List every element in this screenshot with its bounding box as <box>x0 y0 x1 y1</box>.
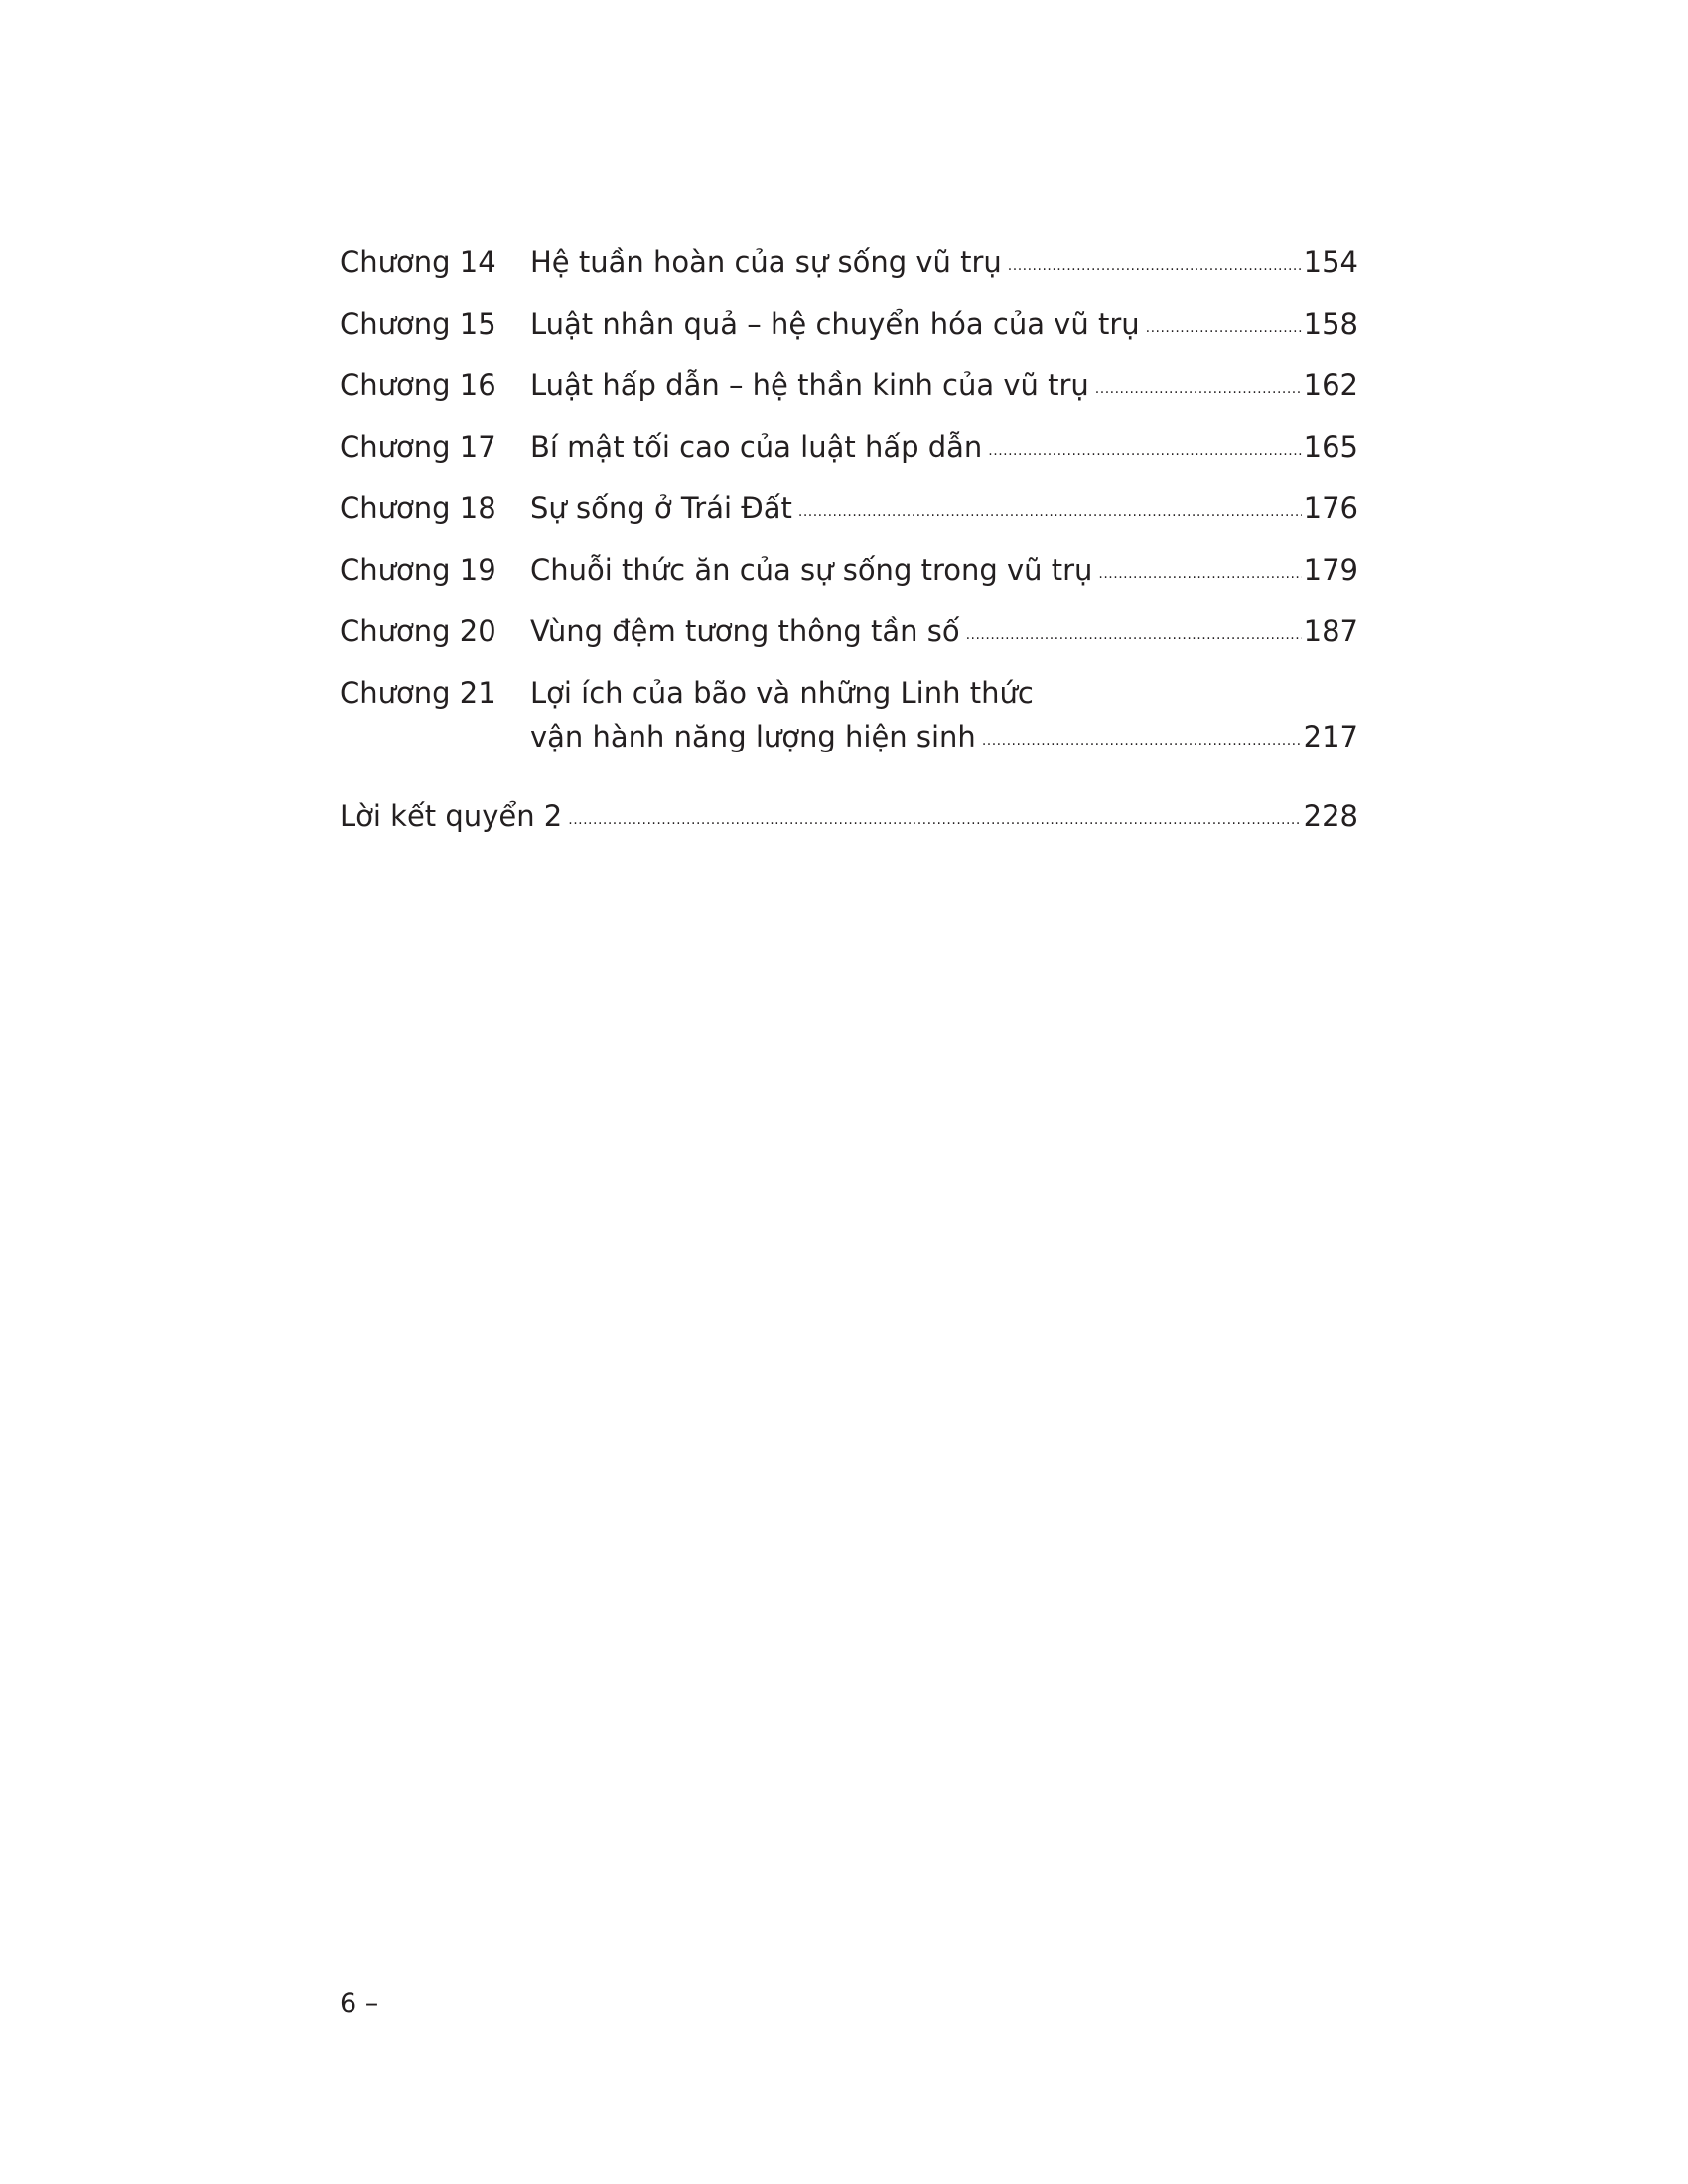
toc-entry-line <box>530 610 1358 659</box>
chapter-title-line-2: vận hành năng lượng hiện sinh <box>530 720 976 753</box>
toc-entry-line <box>530 240 1358 290</box>
chapter-title: Vùng đệm tương thông tần số <box>530 614 960 648</box>
page-number: 154 <box>1303 245 1358 279</box>
dot-leader <box>988 429 1301 473</box>
table-of-contents <box>340 240 1358 786</box>
toc-entry-chapter-15 <box>340 302 1358 363</box>
page-number: 217 <box>1303 720 1358 753</box>
page-number: 179 <box>1303 553 1358 587</box>
dot-leader <box>966 614 1302 657</box>
toc-entry-chapter-19 <box>340 548 1358 610</box>
chapter-title: Sự sống ở Trái Đất <box>530 491 792 525</box>
page-number: 162 <box>1303 368 1358 402</box>
toc-entry-lines <box>530 671 1358 764</box>
chapter-label: Chương 17 <box>340 430 496 464</box>
page-number: 187 <box>1303 614 1358 648</box>
dot-leader <box>798 490 1302 534</box>
chapter-label: Chương 14 <box>340 245 496 279</box>
page-number: 165 <box>1303 430 1358 464</box>
toc-entry-chapter-14 <box>340 240 1358 302</box>
page-footer-number: 6 – <box>340 1988 379 2019</box>
page-number: 158 <box>1303 307 1358 341</box>
toc-entry-chapter-16 <box>340 363 1358 425</box>
toc-entry-line <box>530 363 1358 413</box>
chapter-title: Luật hấp dẫn – hệ thần kinh của vũ trụ <box>530 368 1089 402</box>
dot-leader <box>1095 367 1302 411</box>
toc-entry-chapter-21 <box>340 671 1358 764</box>
toc-entry-line <box>530 486 1358 536</box>
dot-leader <box>568 798 1301 842</box>
chapter-title: Chuỗi thức ăn của sự sống trong vũ trụ <box>530 553 1093 587</box>
toc-entry-line <box>530 302 1358 351</box>
dot-leader <box>982 719 1302 762</box>
chapter-title: Luật nhân quả – hệ chuyển hóa của vũ trụ <box>530 307 1140 341</box>
dot-leader <box>1098 552 1301 596</box>
chapter-label: Chương 21 <box>340 676 496 710</box>
chapter-title-line-1: Lợi ích của bão và những Linh thức <box>530 676 1034 710</box>
toc-entry-line <box>530 715 1358 764</box>
chapter-label: Chương 18 <box>340 491 496 525</box>
toc-entry-line <box>530 548 1358 598</box>
dot-leader <box>1146 306 1302 349</box>
page-number: 228 <box>1303 799 1358 833</box>
toc-entry-chapter-20 <box>340 610 1358 671</box>
page-number: 176 <box>1303 491 1358 525</box>
chapter-label: Chương 15 <box>340 307 496 341</box>
chapter-title: Hệ tuần hoàn của sự sống vũ trụ <box>530 245 1002 279</box>
chapter-label: Chương 20 <box>340 614 496 648</box>
toc-entry-line <box>340 794 1358 844</box>
chapter-label: Chương 16 <box>340 368 496 402</box>
chapter-title: Bí mật tối cao của luật hấp dẫn <box>530 430 983 464</box>
toc-entry-line <box>530 425 1358 475</box>
closing-title: Lời kết quyển 2 <box>340 799 563 833</box>
dot-leader <box>1008 244 1302 288</box>
toc-entry-closing <box>340 794 1358 844</box>
toc-entry-chapter-18 <box>340 486 1358 548</box>
toc-entry-chapter-17 <box>340 425 1358 486</box>
chapter-label: Chương 19 <box>340 553 496 587</box>
